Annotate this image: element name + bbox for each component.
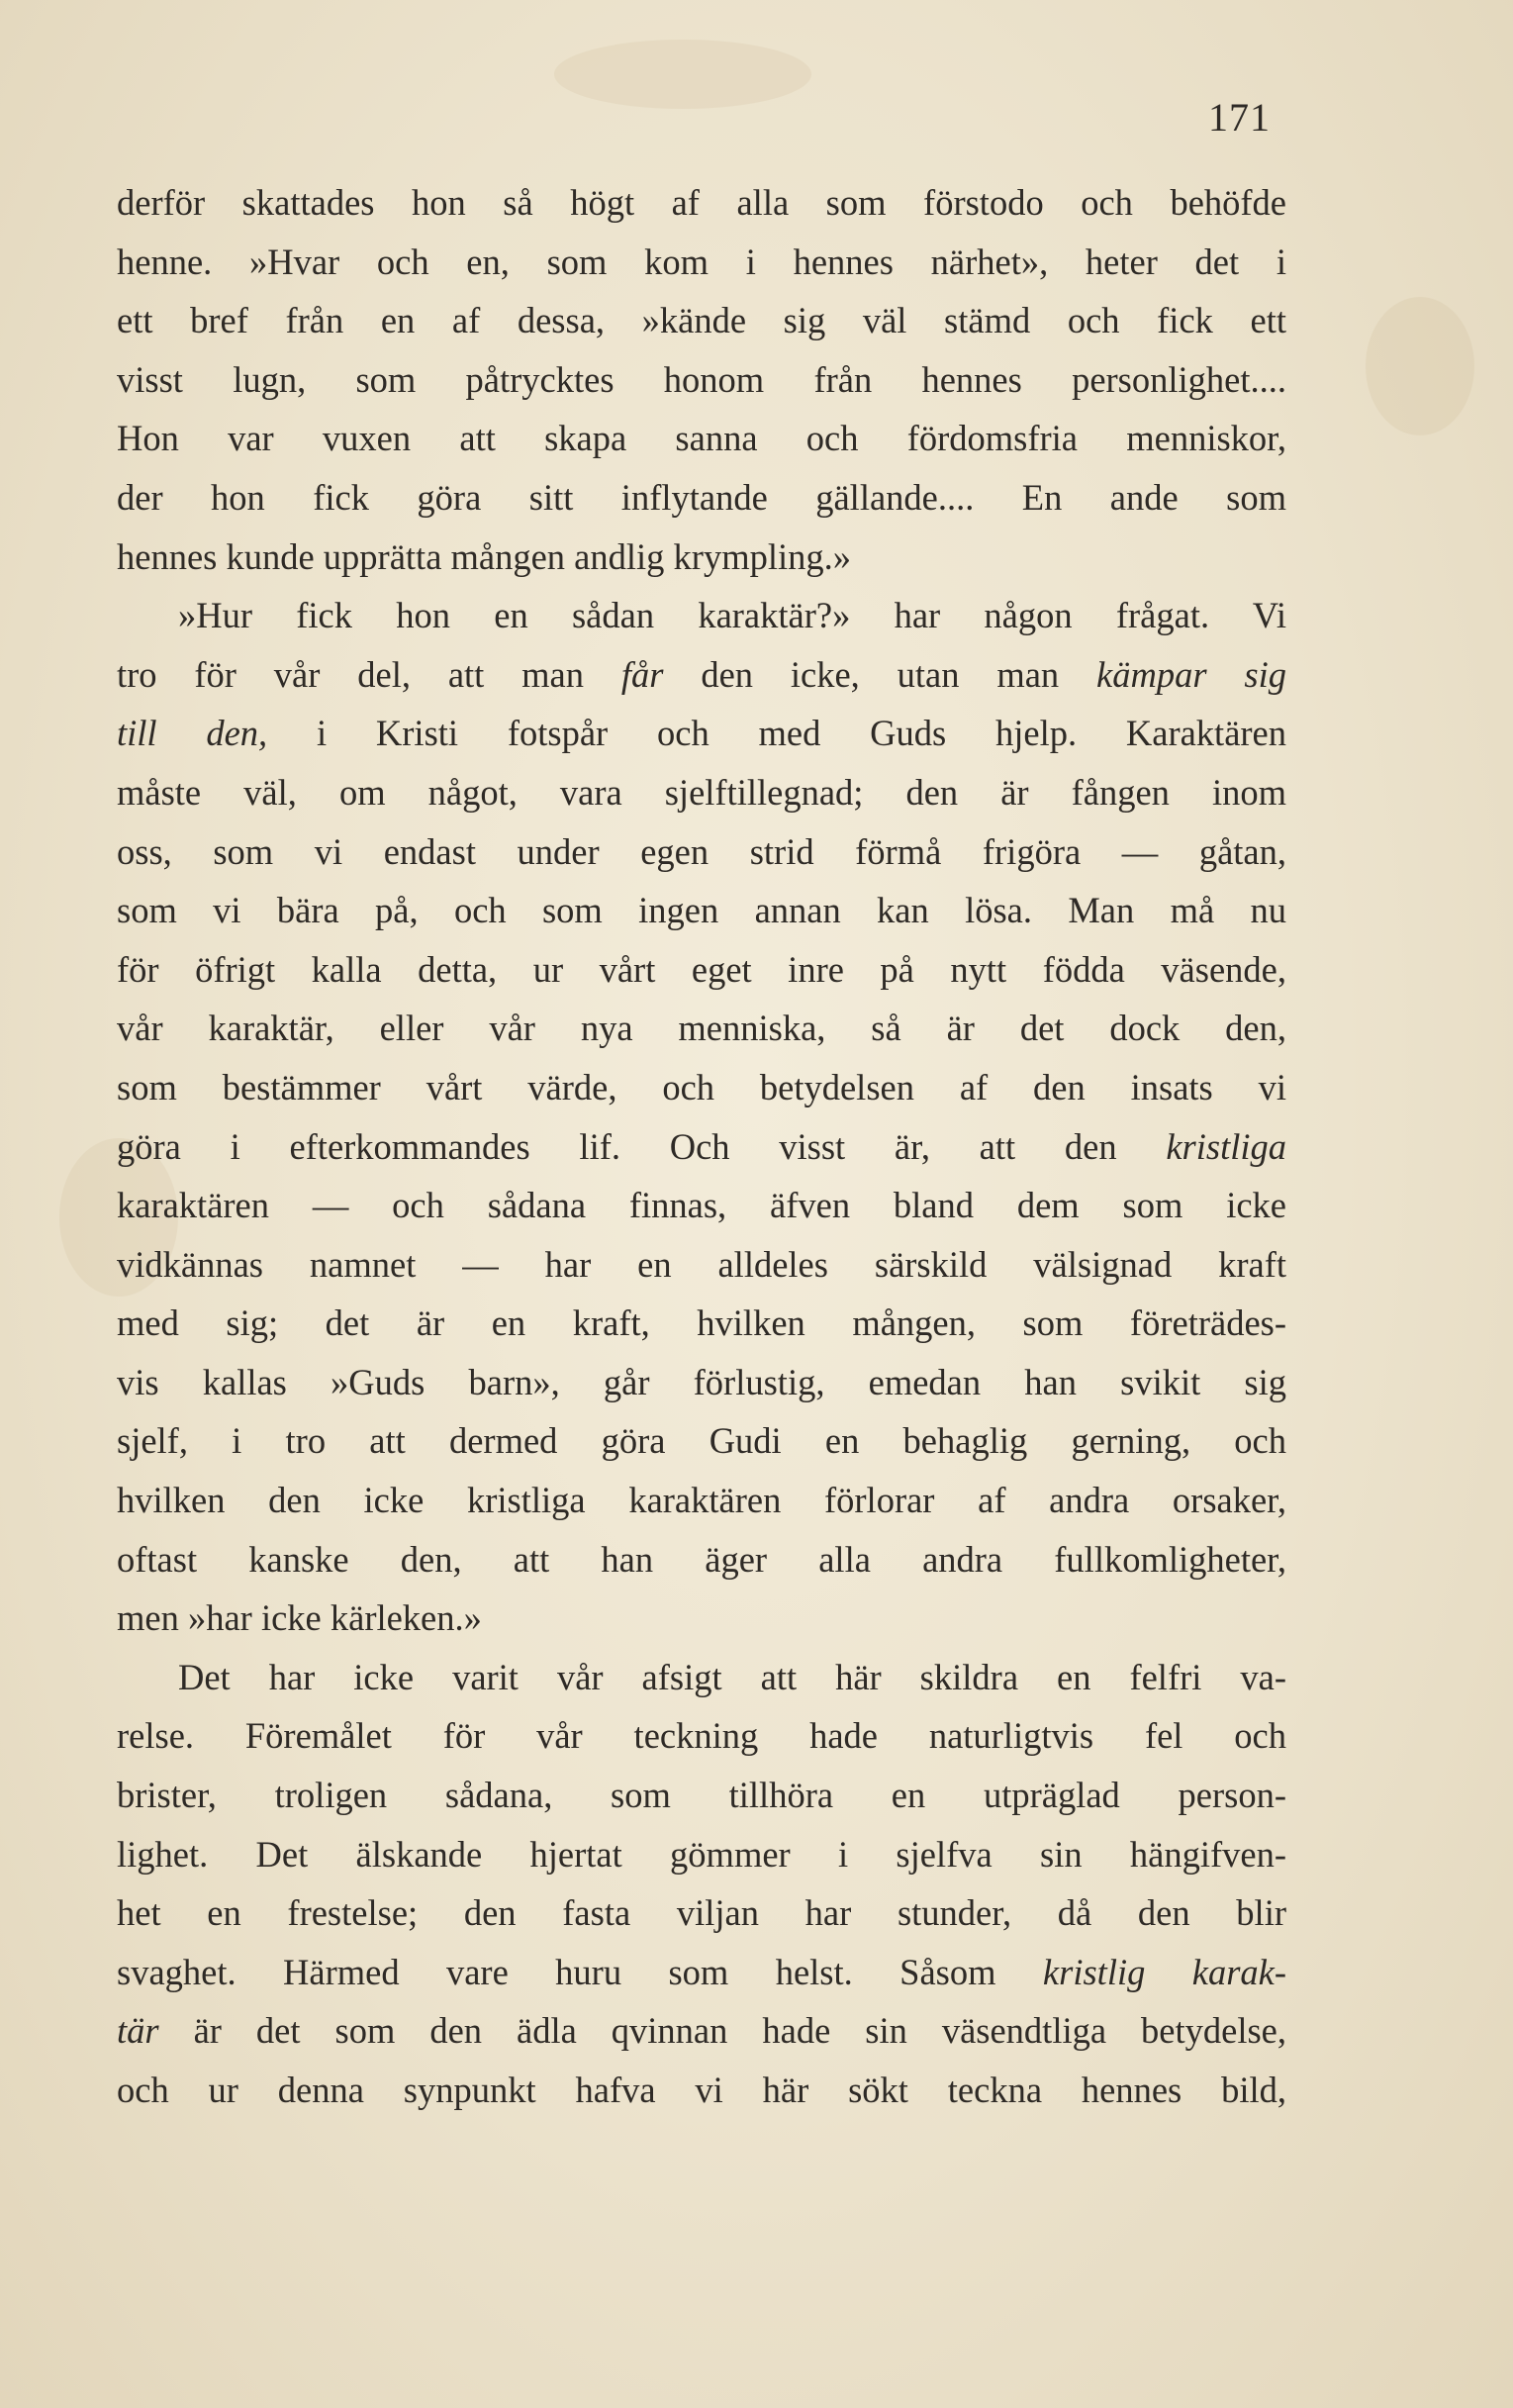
text-segment: men »har icke kärleken.»	[117, 1597, 482, 1639]
paper-stain	[1366, 297, 1474, 435]
text-segment: Hon var vuxen att skapa sanna och fördomsfria menniskor,	[117, 418, 1286, 459]
text-segment: hvilken den icke kristliga karaktären förlorar af andra orsaker,	[117, 1480, 1286, 1521]
text-line	[117, 763, 1286, 822]
text-line	[117, 940, 1286, 1000]
text-line	[117, 1058, 1286, 1117]
text-segment: göra i efterkommandes lif. Och visst är, att den	[117, 1125, 1167, 1167]
text-segment: der hon fick göra sitt inflytande gällande.... En ande som	[117, 476, 1286, 518]
italic-text: till den,	[117, 713, 268, 754]
text-segment: derför skattades hon så högt af alla som förstodo och behöfde	[117, 182, 1286, 223]
text-segment: den icke, utan man	[663, 653, 1097, 695]
text-segment: het en frestelse; den fasta viljan har stunder, då den blir	[117, 1892, 1286, 1934]
text-segment: sjelf, i tro att dermed göra Gudi en behaglig gerning, och	[117, 1420, 1286, 1462]
text-segment: vår karaktär, eller vår nya menniska, så är det dock den,	[117, 1008, 1286, 1049]
text-line	[117, 173, 1286, 233]
text-line	[117, 1530, 1286, 1589]
body-text	[117, 173, 1286, 2120]
text-line	[117, 999, 1286, 1058]
italic-text: kristlig karak-	[1042, 1951, 1287, 1992]
text-segment: som bestämmer vårt värde, och betydelsen af den insats vi	[117, 1066, 1286, 1108]
text-line	[117, 1294, 1286, 1353]
text-line	[117, 881, 1286, 940]
text-segment: som vi bära på, och som ingen annan kan lösa. Man må nu	[117, 890, 1286, 931]
italic-text: kämpar sig	[1096, 653, 1286, 695]
text-line	[117, 2001, 1286, 2061]
text-line	[117, 1766, 1286, 1825]
text-segment: måste väl, om något, vara sjelftillegnad; den är fången inom	[117, 771, 1286, 813]
text-line	[117, 528, 1286, 587]
text-segment: oftast kanske den, att han äger alla andra fullkomligheter,	[117, 1538, 1286, 1580]
text-line	[117, 586, 1286, 645]
text-line	[117, 1648, 1286, 1707]
text-segment: vidkännas namnet — har en alldeles särskild välsignad kraft	[117, 1243, 1286, 1285]
text-segment: Det har icke varit vår afsigt att här skildra en felfri va-	[178, 1656, 1286, 1697]
text-segment: henne. »Hvar och en, som kom i hennes närhet», heter det i	[117, 241, 1286, 282]
text-line	[117, 1235, 1286, 1295]
text-segment: hennes kunde upprätta mången andlig krympling.»	[117, 535, 851, 577]
text-segment: brister, troligen sådana, som tillhöra en utpräglad person-	[117, 1775, 1286, 1816]
text-segment: karaktären — och sådana finnas, äfven bland dem som icke	[117, 1185, 1286, 1226]
text-line	[117, 233, 1286, 292]
text-line	[117, 1411, 1286, 1471]
text-segment: relse. Föremålet för vår teckning hade naturligtvis fel och	[117, 1715, 1286, 1757]
text-segment: visst lugn, som påtrycktes honom från hennes personlighet....	[117, 358, 1286, 400]
text-segment: svaghet. Härmed vare huru som helst. Såsom	[117, 1951, 1043, 1992]
text-segment: lighet. Det älskande hjertat gömmer i sjelfva sin hängifven-	[117, 1833, 1286, 1875]
text-segment: vis kallas »Guds barn», går förlustig, emedan han svikit sig	[117, 1361, 1286, 1402]
text-segment: och ur denna synpunkt hafva vi här sökt teckna hennes bild,	[117, 2070, 1286, 2110]
text-line	[117, 1706, 1286, 1766]
text-line	[117, 645, 1286, 705]
text-line	[117, 1825, 1286, 1884]
text-line	[117, 2061, 1286, 2120]
text-segment: för öfrigt kalla detta, ur vårt eget inre på nytt födda väsende,	[117, 948, 1286, 990]
text-line	[117, 704, 1286, 763]
text-line	[117, 1353, 1286, 1412]
text-segment: i Kristi fotspår och med Guds hjelp. Karaktären	[267, 713, 1286, 754]
text-segment: tro för vår del, att man	[117, 653, 621, 695]
text-line	[117, 1883, 1286, 1943]
text-line	[117, 291, 1286, 350]
text-line	[117, 1589, 1286, 1648]
page-number: 171	[1208, 95, 1271, 140]
text-segment: är det som den ädla qvinnan hade sin väsendtliga betydelse,	[158, 2010, 1286, 2052]
text-line	[117, 1117, 1286, 1177]
text-line	[117, 1176, 1286, 1235]
text-line	[117, 350, 1286, 410]
paper-stain	[554, 40, 811, 109]
italic-text: kristliga	[1166, 1125, 1286, 1167]
text-segment: »Hur fick hon en sådan karaktär?» har någon frågat. Vi	[178, 595, 1286, 636]
text-line	[117, 1471, 1286, 1530]
text-line	[117, 409, 1286, 468]
italic-text: tär	[117, 2010, 159, 2052]
text-line	[117, 822, 1286, 882]
text-segment: oss, som vi endast under egen strid förmå frigöra — gåtan,	[117, 830, 1286, 872]
text-line	[117, 468, 1286, 528]
text-segment: med sig; det är en kraft, hvilken mången, som företrädes-	[117, 1302, 1286, 1344]
italic-text: får	[620, 653, 664, 695]
text-line	[117, 1943, 1286, 2002]
text-segment: ett bref från en af dessa, »kände sig väl stämd och fick ett	[117, 300, 1286, 341]
